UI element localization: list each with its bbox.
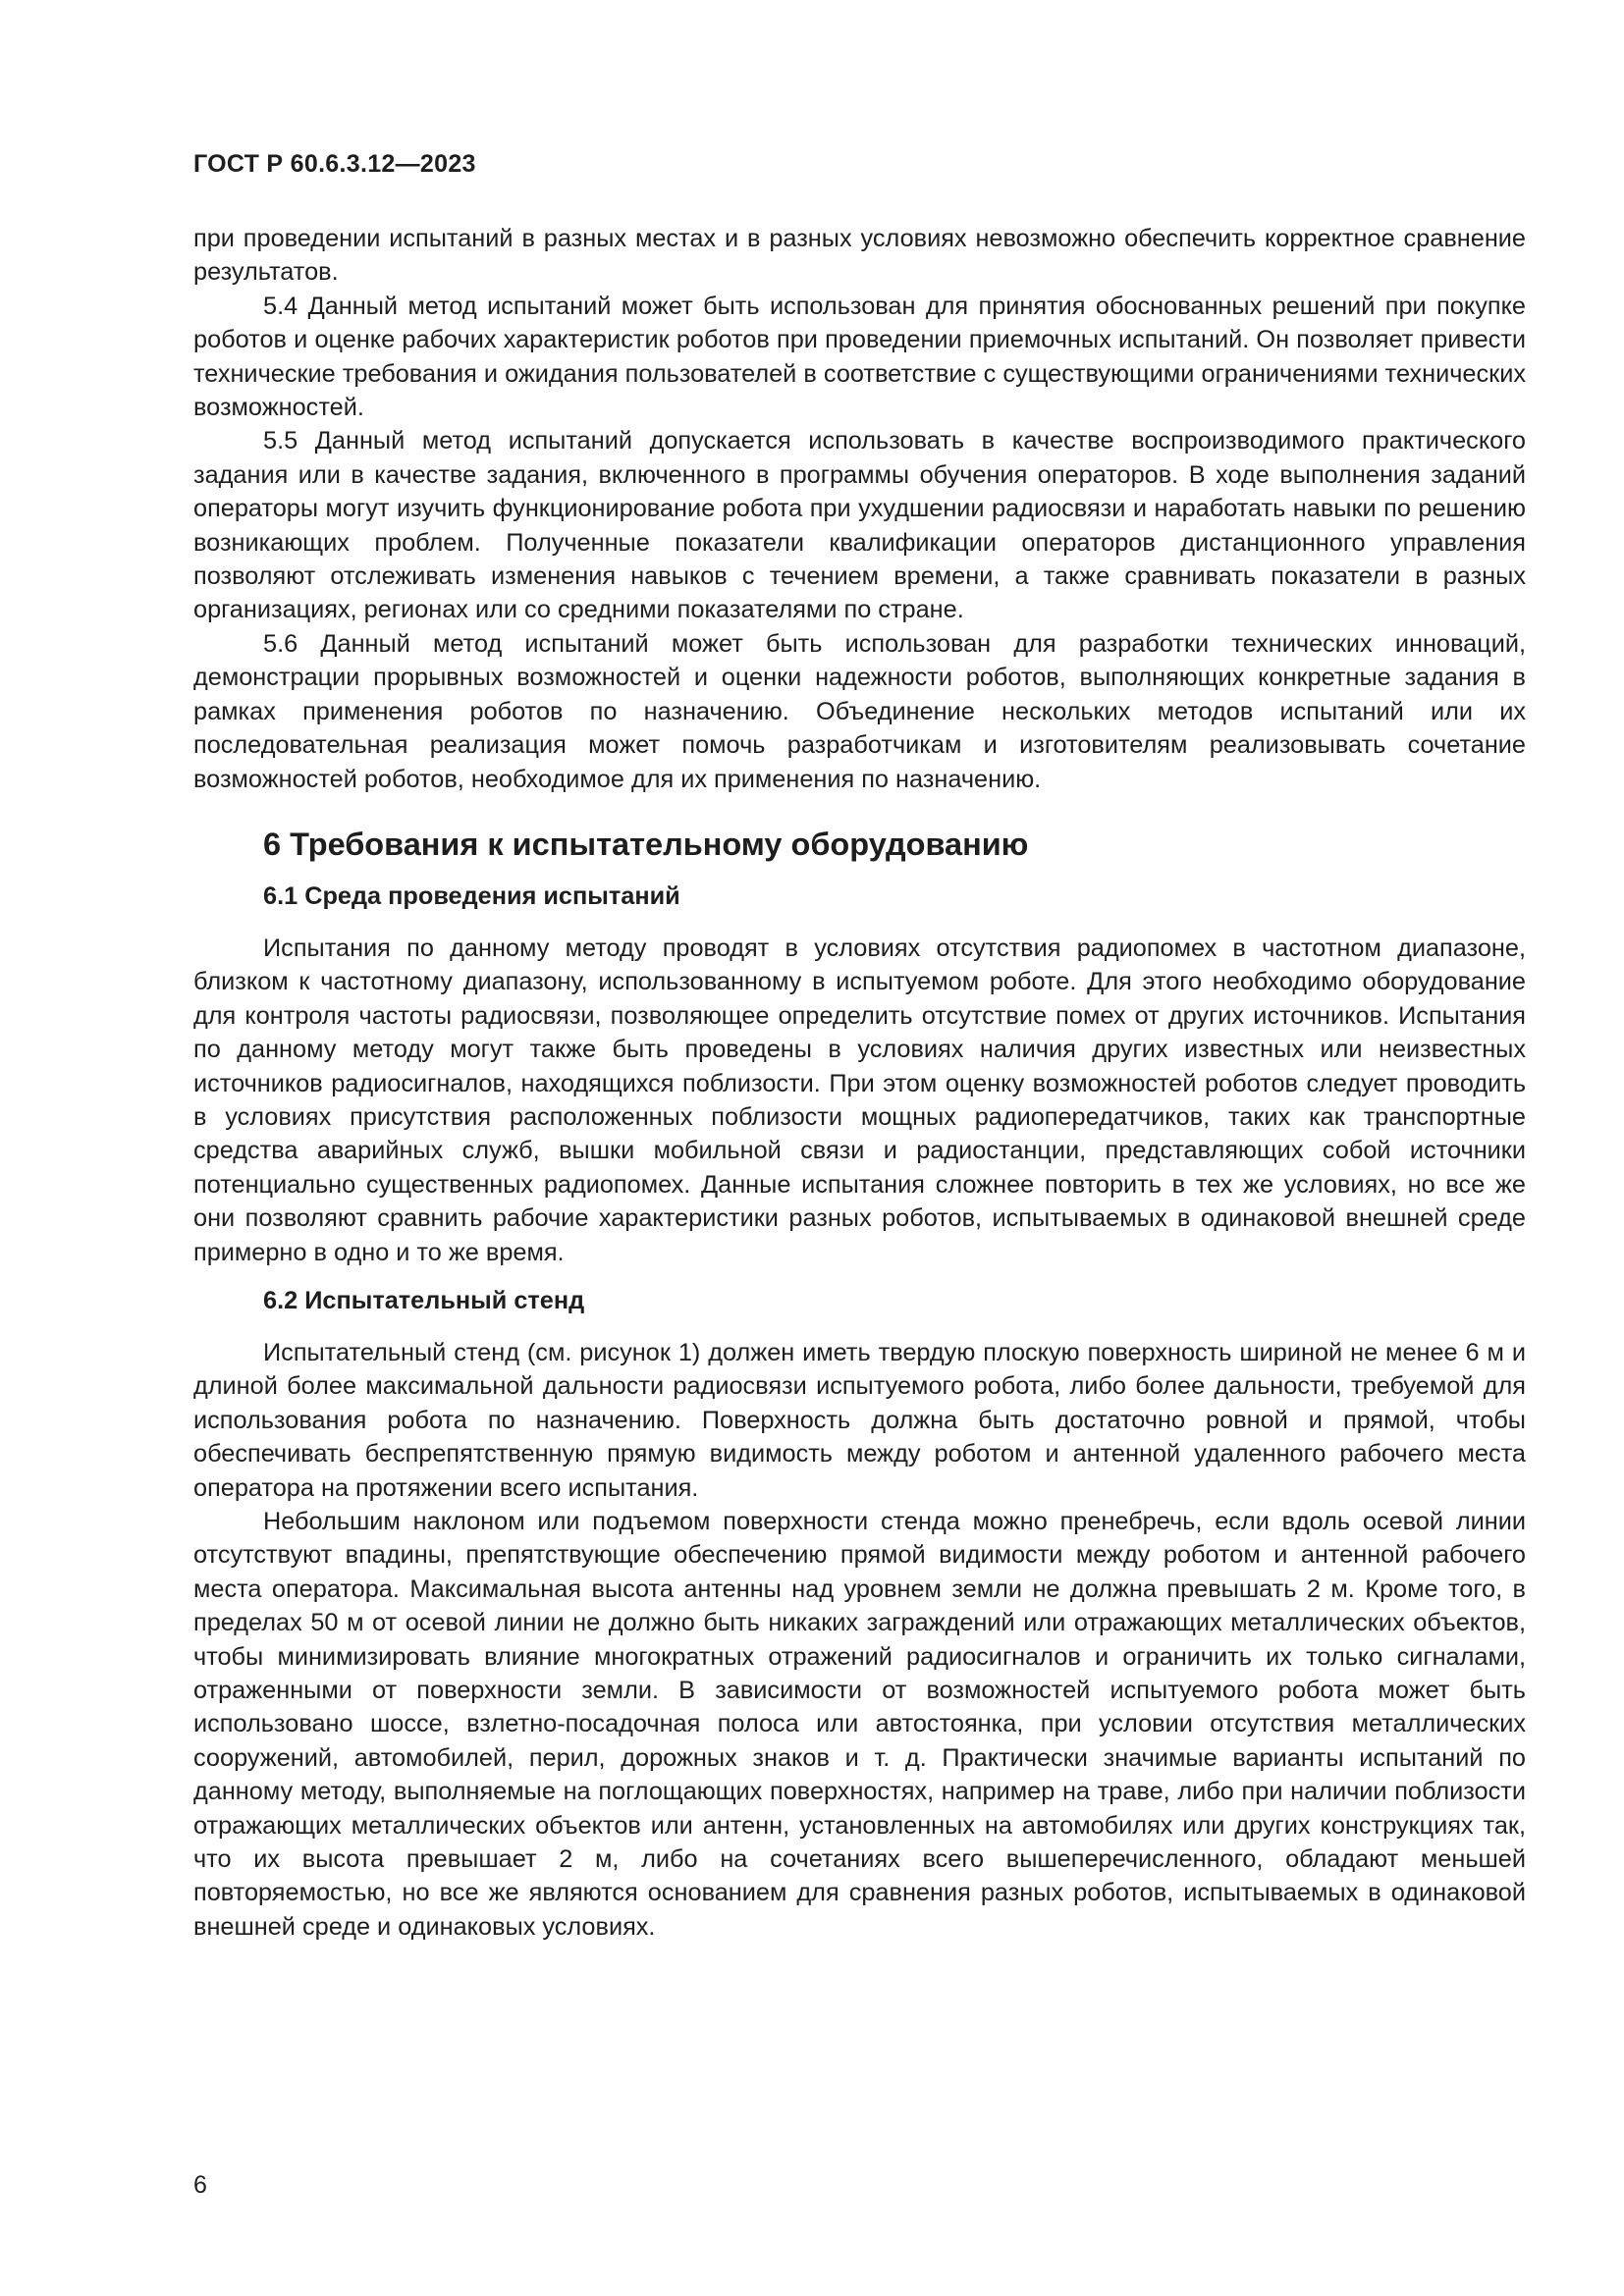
paragraph-5-6: 5.6 Данный метод испытаний может быть использован для разработки технических инноваций, демонстрации прорывных возможностей и оценки надежности роботов, выполняющих конкретные задания в рамках применения роботов по назначению. Объединение нескольких методов испытаний или их последовательная реализация может помочь разработчикам и изготовителям реализовывать сочетание возможностей роботов, необходимое для их применения по назначению.	[193, 629, 1526, 793]
page-number: 6	[193, 2171, 207, 2199]
paragraph-6-1: Испытания по данному методу проводят в условиях отсутствия радиопомех в частотном диапазоне, близком к частотному диапазону, использованному в испытуемом роботе. Для этого необходимо оборудование для контроля частоты радиосвязи, позволяющее определить отсутствие помех от других источников. Испытания по данному методу могут также быть проведены в условиях наличия других известных или неизвестных источников радиосигналов, находящихся поблизости. При этом оценку возможностей роботов следует проводить в условиях присутствия расположенных поблизости мощных радиопередатчиков, таких как транспортные средства аварийных служб, вышки мобильной связи и радиостанции, представляющих собой источники потенциально существенных радиопомех. Данные испытания сложнее повторить в тех же условиях, но все же они позволяют сравнить рабочие характеристики разных роботов, испытываемых в одинаковой внешней среде примерно в одно и то же время.	[193, 934, 1526, 1266]
document-body	[193, 222, 1526, 1944]
section-6-heading: 6 Требования к испытательному оборудованию	[263, 826, 1029, 862]
paragraph-continuation: при проведении испытаний в разных местах и в разных условиях невозможно обеспечить корректное сравнение результатов.	[193, 225, 1526, 287]
paragraph-6-2-b: Небольшим наклоном или подъемом поверхности стенда можно пренебречь, если вдоль осевой линии отсутствуют впадины, препятствующие обеспечению прямой видимости между роботом и антенной рабочего места оператора. Максимальная высота антенны над уровнем земли не должна превышать 2 м. Кроме того, в пределах 50 м от осевой линии не должно быть никаких заграждений или отражающих металлических объектов, чтобы минимизировать влияние многократных отражений радиосигналов и ограничить их только сигналами, отраженными от поверхности земли. В зависимости от возможностей испытуемого робота может быть использовано шоссе, взлетно-посадочная полоса или автостоянка, при условии отсутствия металлических сооружений, автомобилей, перил, дорожных знаков и т. д. Практически значимые варианты испытаний по данному методу, выполняемые на поглощающих поверхностях, например на траве, либо при наличии поблизости отражающих металлических объектов или антенн, установленных на автомобилях или других конструкциях так, что их высота превышает 2 м, либо на сочетаниях всего вышеперечисленного, обладают меньшей повторяемостью, но все же являются основанием для сравнения разных роботов, испытываемых в одинаковой внешней среде и одинаковых условиях.	[193, 1508, 1526, 1941]
subsection-6-1-heading: 6.1 Среда проведения испытаний	[263, 881, 680, 910]
subsection-6-2-heading: 6.2 Испытательный стенд	[263, 1286, 585, 1314]
paragraph-5-5: 5.5 Данный метод испытаний допускается использовать в качестве воспроизводимого практического задания или в качестве задания, включенного в программы обучения операторов. В ходе выполнения заданий операторы могут изучить функционирование робота при ухудшении радиосвязи и наработать навыки по решению возникающих проблем. Полученные показатели квалификации операторов дистанционного управления позволяют отслеживать изменения навыков с течением времени, а также сравнивать показатели в разных организациях, регионах или со средними показателями по стране.	[193, 427, 1526, 624]
document-code-header: ГОСТ Р 60.6.3.12—2023	[193, 150, 476, 178]
paragraph-6-2-a: Испытательный стенд (см. рисунок 1) должен иметь твердую плоскую поверхность шириной не менее 6 м и длиной более максимальной дальности радиосвязи испытуемого робота, либо более дальности, требуемой для использования робота по назначению. Поверхность должна быть достаточно ровной и прямой, чтобы обеспечивать беспрепятственную прямую видимость между роботом и антенной удаленного рабочего места оператора на протяжении всего испытания.	[193, 1338, 1526, 1502]
document-page	[193, 0, 1526, 2296]
paragraph-5-4: 5.4 Данный метод испытаний может быть использован для принятия обоснованных решений при покупке роботов и оценке рабочих характеристик роботов при проведении приемочных испытаний. Он позволяет привести технические требования и ожидания пользователей в соответствие с существующими ограничениями технических возможностей.	[193, 292, 1526, 422]
